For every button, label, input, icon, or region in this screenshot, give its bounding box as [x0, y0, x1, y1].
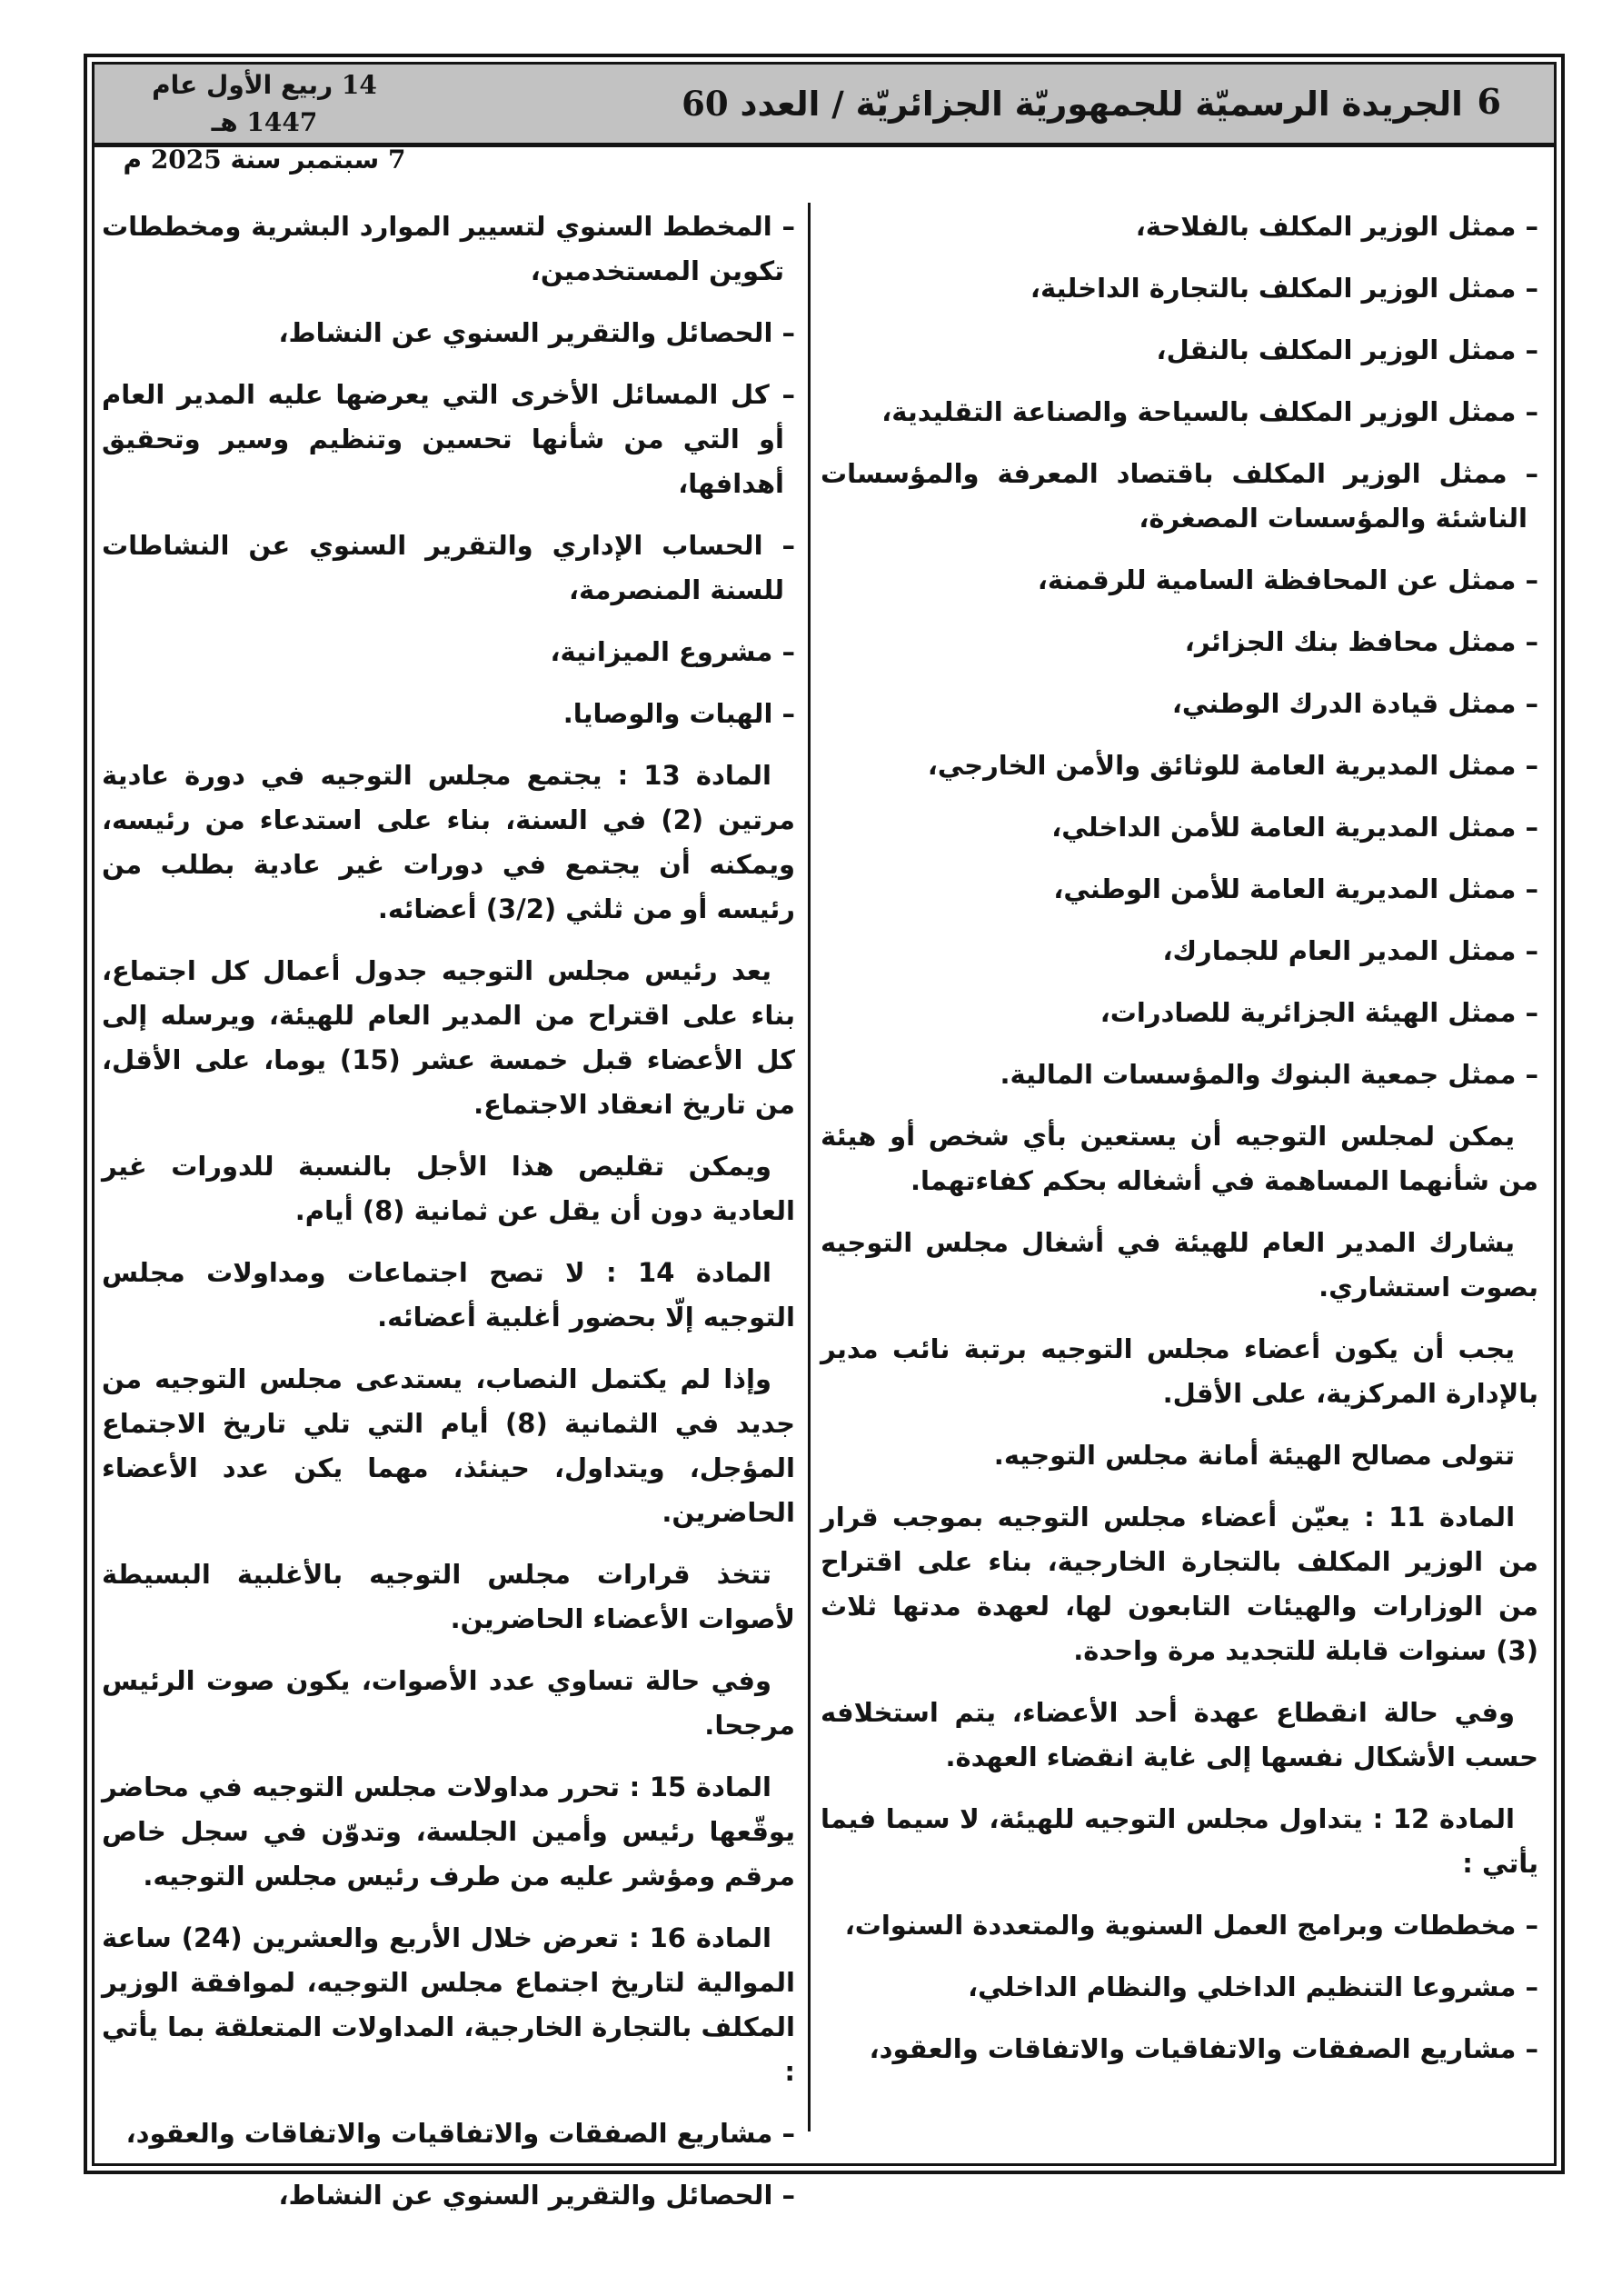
list-item: – مشروعا التنظيم الداخلي والنظام الداخلي، [968, 1972, 1538, 2002]
dash-bullet: – [1516, 2033, 1538, 2064]
list-item: – ممثل المديرية العامة للأمن الوطني، [1053, 873, 1538, 904]
list-item: – مشروع الميزانية، [550, 636, 795, 667]
dash-bullet: – [1516, 564, 1538, 595]
dash-bullet: – [1516, 211, 1538, 242]
list-item: – المخطط السنوي لتسيير الموارد البشرية ومخططات تكوين المستخدمين، [102, 211, 795, 286]
list-item: – ممثل الوزير المكلف باقتصاد المعرفة والمؤسسات الناشئة والمؤسسات المصغرة، [821, 458, 1538, 534]
column-right [821, 205, 1538, 2154]
article-label: المادة 11 : [1349, 1502, 1516, 1532]
dash-bullet: – [772, 698, 795, 729]
article-paragraph: المادة 16 : تعرض خلال الأربع والعشرين (24) ساعة الموالية لتاريخ اجتماع مجلس التوجيه، لموافقة الوزير المكلف بالتجارة الخارجية، المداولات المتعلقة بما يأتي : [102, 1922, 795, 2087]
dash-bullet: – [1516, 334, 1538, 365]
article-label: المادة 16 : [619, 1922, 771, 1953]
list-item: – ممثل الوزير المكلف بالتجارة الداخلية، [1030, 273, 1538, 304]
list-item: – مشاريع الصفقات والاتفاقيات والاتفاقات والعقود، [125, 2118, 795, 2149]
paragraph: تتولى مصالح الهيئة أمانة مجلس التوجيه. [993, 1440, 1515, 1471]
article-paragraph: المادة 12 : يتداول مجلس التوجيه للهيئة، لا سيما فيما يأتي : [821, 1803, 1538, 1879]
article-paragraph: المادة 14 : لا تصح اجتماعات ومداولات مجلس التوجيه إلّا بحضور أغلبية أعضائه. [102, 1257, 795, 1333]
list-item: – كل المسائل الأخرى التي يعرضها عليه المدير العام أو التي من شأنها تحسين وتنظيم وسير وتحقيق أهدافها، [102, 379, 795, 499]
dash-bullet: – [1507, 458, 1538, 489]
dash-bullet: – [1516, 873, 1538, 904]
dash-bullet: – [772, 636, 795, 667]
paragraph: يجب أن يكون أعضاء مجلس التوجيه برتبة نائب مدير بالإدارة المركزية، على الأقل. [821, 1333, 1538, 1409]
page-number: 6 [1477, 81, 1501, 122]
list-item: – ممثل المديرية العامة للوثائق والأمن الخارجي، [927, 750, 1538, 781]
column-left [102, 205, 795, 2211]
paragraph: وفي حالة تساوي عدد الأصوات، يكون صوت الرئيس مرجحا. [102, 1665, 795, 1741]
dash-bullet: – [772, 317, 795, 348]
list-item: – ممثل عن المحافظة السامية للرقمنة، [1037, 564, 1538, 595]
article-label: المادة 12 : [1362, 1803, 1515, 1834]
list-item: – مخططات وبرامج العمل السنوية والمتعددة السنوات، [844, 1910, 1538, 1941]
dash-bullet: – [1516, 626, 1538, 657]
list-item: – الحصائل والتقرير السنوي عن النشاط، [278, 2180, 795, 2211]
page-frame-inner [92, 62, 1557, 2211]
dash-bullet: – [1516, 396, 1538, 427]
list-item: – ممثل الهيئة الجزائرية للصادرات، [1100, 997, 1538, 1028]
article-paragraph: المادة 13 : يجتمع مجلس التوجيه في دورة عادية مرتين (2) في السنة، بناء على استدعاء من رئيسه، ويمكنه أن يجتمع في دورات غير عادية بطلب من رئيسه أو من ثلثي (3/2) أعضائه. [102, 760, 795, 924]
gregorian-date: 7 سبتمبر سنة 2025 م [123, 145, 406, 175]
dash-bullet: – [1516, 273, 1538, 304]
list-item: – ممثل الوزير المكلف بالفلاحة، [1135, 211, 1538, 242]
dash-bullet: – [1516, 688, 1538, 719]
list-item: – مشاريع الصفقات والاتفاقيات والاتفاقات والعقود، [869, 2033, 1538, 2064]
list-item: – الهبات والوصايا. [562, 698, 795, 729]
header-band [95, 65, 1554, 175]
article-paragraph: المادة 15 : تحرر مداولات مجلس التوجيه في محاضر يوقّعها رئيس وأمين الجلسة، وتدوّن في سجل خاص مرقم ومؤشر عليه من طرف رئيس مجلس التوجيه. [102, 1772, 795, 1892]
list-item: – ممثل المديرية العامة للأمن الداخلي، [1051, 812, 1538, 843]
dash-bullet: – [1516, 1059, 1538, 1090]
list-item: – ممثل جمعية البنوك والمؤسسات المالية. [1000, 1059, 1538, 1090]
dash-bullet: – [771, 211, 795, 242]
article-paragraph: المادة 11 : يعيّن أعضاء مجلس التوجيه بموجب قرار من الوزير المكلف بالتجارة الخارجية، بناء على اقتراح من الوزارات والهيئات التابعون لها، لعهدة مدتها ثلاث (3) سنوات قابلة للتجديد مرة واحدة. [821, 1502, 1538, 1666]
list-item: – ممثل الوزير المكلف بالنقل، [1156, 334, 1538, 365]
dash-bullet: – [1516, 1972, 1538, 2002]
paragraph: ويمكن تقليص هذا الأجل بالنسبة للدورات غير العادية دون أن يقل عن ثمانية (8) أيام. [102, 1151, 795, 1226]
article-label: المادة 13 : [602, 760, 771, 791]
dash-bullet: – [772, 2118, 795, 2149]
dash-bullet: – [1516, 1910, 1538, 1941]
dash-bullet: – [1516, 812, 1538, 843]
paragraph: وفي حالة انقطاع عهدة أحد الأعضاء، يتم استخلافه حسب الأشكال نفسها إلى غاية انقضاء العهدة. [821, 1697, 1538, 1772]
dash-bullet: – [1516, 935, 1538, 966]
list-item: – الحساب الإداري والتقرير السنوي عن النشاطات للسنة المنصرمة، [102, 530, 795, 605]
paragraph: وإذا لم يكتمل النصاب، يستدعى مجلس التوجيه من جديد في الثمانية (8) أيام التي تلي تاريخ الاجتماع المؤجل، ويتداول، حينئذ، مهما يكن عدد الأعضاء الحاضرين. [102, 1363, 795, 1528]
paragraph: يعد رئيس مجلس التوجيه جدول أعمال كل اجتماع، بناء على اقتراح من المدير العام للهيئة، ويرسله إلى كل الأعضاء قبل خمسة عشر (15) يوما، على الأقل، من تاريخ انعقاد الاجتماع. [102, 955, 795, 1120]
header-dates [114, 66, 414, 178]
dash-bullet: – [769, 379, 795, 410]
list-item: – ممثل محافظ بنك الجزائر، [1184, 626, 1538, 657]
paragraph: يمكن لمجلس التوجيه أن يستعين بأي شخص أو هيئة من شأنهما المساهمة في أشغاله بحكم كفاءتهما. [821, 1121, 1538, 1196]
column-divider [808, 203, 811, 2131]
article-label: المادة 15 : [620, 1772, 771, 1802]
dash-bullet: – [772, 2180, 795, 2211]
dash-bullet: – [1516, 750, 1538, 781]
dash-bullet: – [1516, 997, 1538, 1028]
paragraph: تتخذ قرارات مجلس التوجيه بالأغلبية البسيطة لأصوات الأعضاء الحاضرين. [102, 1559, 795, 1634]
page-frame [84, 54, 1565, 2211]
list-item: – الحصائل والتقرير السنوي عن النشاط، [278, 317, 795, 348]
list-item: – ممثل الوزير المكلف بالسياحة والصناعة التقليدية، [881, 396, 1538, 427]
hijri-date: 14 ربيع الأول عام 1447 هـ [152, 70, 377, 137]
paragraph: يشارك المدير العام للهيئة في أشغال مجلس التوجيه بصوت استشاري. [821, 1227, 1538, 1303]
list-item: – ممثل المدير العام للجمارك، [1162, 935, 1538, 966]
dash-bullet: – [762, 530, 795, 561]
gazette-title: الجريدة الرسميّة للجمهوريّة الجزائريّة / العدد 60 [682, 84, 1463, 124]
list-item: – ممثل قيادة الدرك الوطني، [1171, 688, 1538, 719]
article-label: المادة 14 : [584, 1257, 771, 1288]
